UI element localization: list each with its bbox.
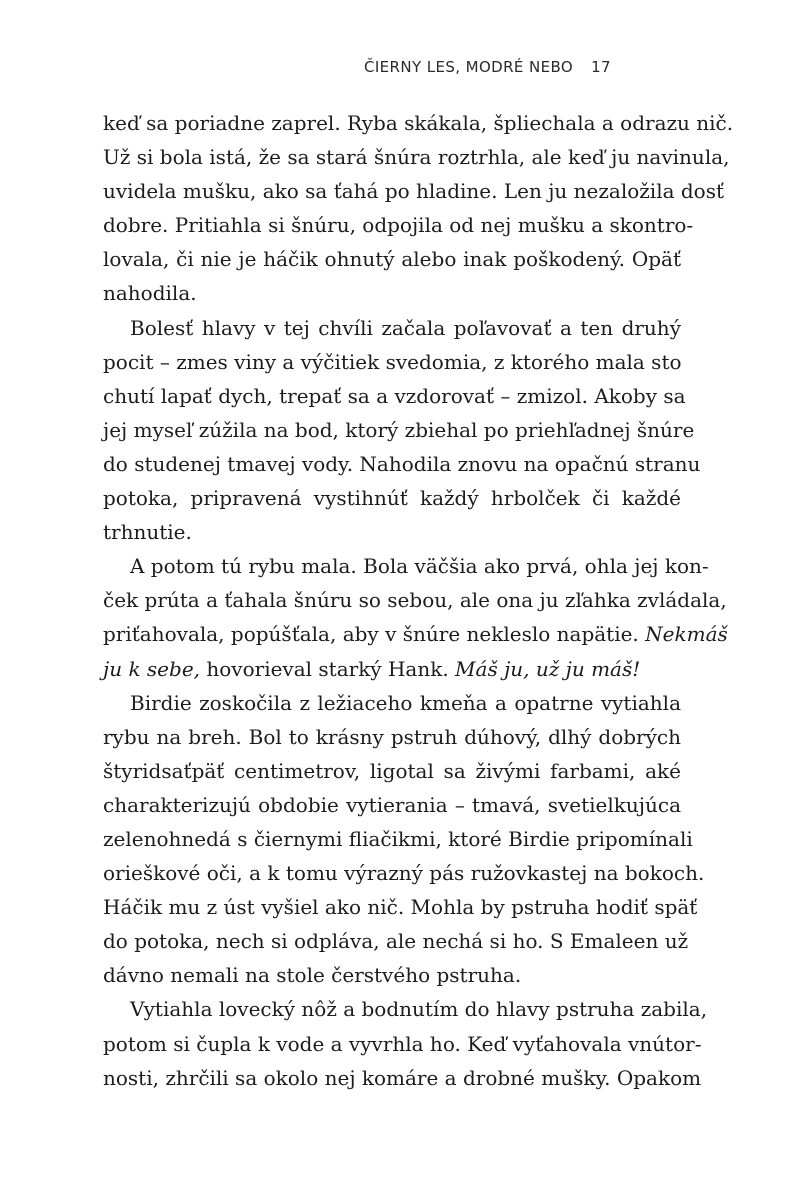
body-text — [103, 106, 734, 1095]
paragraph-first-line: Birdie zoskočila z ležiaceho kmeňa a opatrne vytiahla — [130, 690, 681, 715]
paragraph-first-line: Bolesť hlavy v tej chvíli začala poľavovať a ten druhý — [130, 315, 681, 340]
text-line: jej myseľ zúžila na bod, ktorý zbiehal po priehľadnej šnúre — [103, 417, 695, 442]
running-head — [364, 58, 611, 76]
text-line: štyridsaťpäť centimetrov, ligotal sa živými farbami, aké — [103, 758, 681, 783]
paragraph-first-line: Vytiahla lovecký nôž a bodnutím do hlavy pstruha zabila, — [130, 997, 708, 1022]
text-line: do potoka, nech si odpláva, ale nechá si ho. S Emaleen už — [103, 929, 689, 954]
text-line: dobre. Pritiahla si šnúru, odpojila od nej mušku a skontro- — [103, 213, 694, 238]
text-line: rybu na breh. Bol to krásny pstruh dúhový, dlhý dobrých — [103, 724, 681, 749]
text-line: do studenej tmavej vody. Nahodila znovu na opačnú stranu — [103, 451, 701, 476]
text-line: potom si čupla k vode a vyvrhla ho. Keď vyťahovala vnútor- — [103, 1031, 702, 1056]
text-line: chutí lapať dych, trepať sa a vzdorovať – zmizol. Akoby sa — [103, 383, 686, 408]
italic-quote: Máš ju, už ju máš! — [455, 656, 641, 681]
text-line: keď sa poriadne zaprel. Ryba skákala, špliechala a odrazu nič. — [103, 111, 734, 135]
text-line — [103, 652, 681, 686]
text-line: trhnutie. — [103, 520, 192, 545]
italic-quote: ju k sebe, — [103, 656, 201, 681]
text-line: orieškové oči, a k tomu výrazný pás ružovkastej na bokoch. — [103, 861, 705, 886]
text-line: uvidela mušku, ako sa ťahá po hladine. Len ju nezaložila dosť — [103, 179, 725, 204]
text-line: nahodila. — [103, 281, 197, 306]
text-line — [103, 617, 728, 651]
text-line: dávno nemali na stole čerstvého pstruha. — [103, 963, 522, 988]
text-line: potoka, pripravená vystihnúť každý hrbolček či každé — [103, 486, 681, 511]
text-line: ček prúta a ťahala šnúru so sebou, ale ona ju zľahka zvládala, — [103, 588, 727, 613]
chapter-title: ČIERNY LES, MODRÉ NEBO — [363, 58, 574, 76]
text-line: Už si bola istá, že sa stará šnúra roztrhla, ale keď ju navinula, — [103, 145, 730, 170]
line-text: priťahovala, popúšťala, aby v šnúre nekleslo napätie. — [103, 622, 639, 647]
text-line: nosti, zhrčili sa okolo nej komáre a drobné mušky. Opakom — [103, 1065, 702, 1090]
text-line: charakterizujú obdobie vytierania – tmavá, svetielkujúca — [103, 792, 681, 817]
page-number: 17 — [591, 58, 611, 76]
text-line: zelenohnedá s čiernymi fliačikmi, ktoré Birdie pripomínali — [103, 826, 693, 851]
text-line: Háčik mu z úst vyšiel ako nič. Mohla by pstruha hodiť späť — [103, 895, 698, 920]
text-line: lovala, či nie je háčik ohnutý alebo inak poškodený. Opäť — [103, 247, 681, 272]
paragraph-first-line: A potom tú rybu mala. Bola väčšia ako prvá, ohla jej kon- — [130, 554, 709, 579]
text-line: pocit – zmes viny a výčitiek svedomia, z ktorého mala sto — [103, 349, 682, 374]
line-text: hovorieval starký Hank. — [200, 656, 456, 681]
italic-quote: Nekmáš — [645, 622, 728, 647]
